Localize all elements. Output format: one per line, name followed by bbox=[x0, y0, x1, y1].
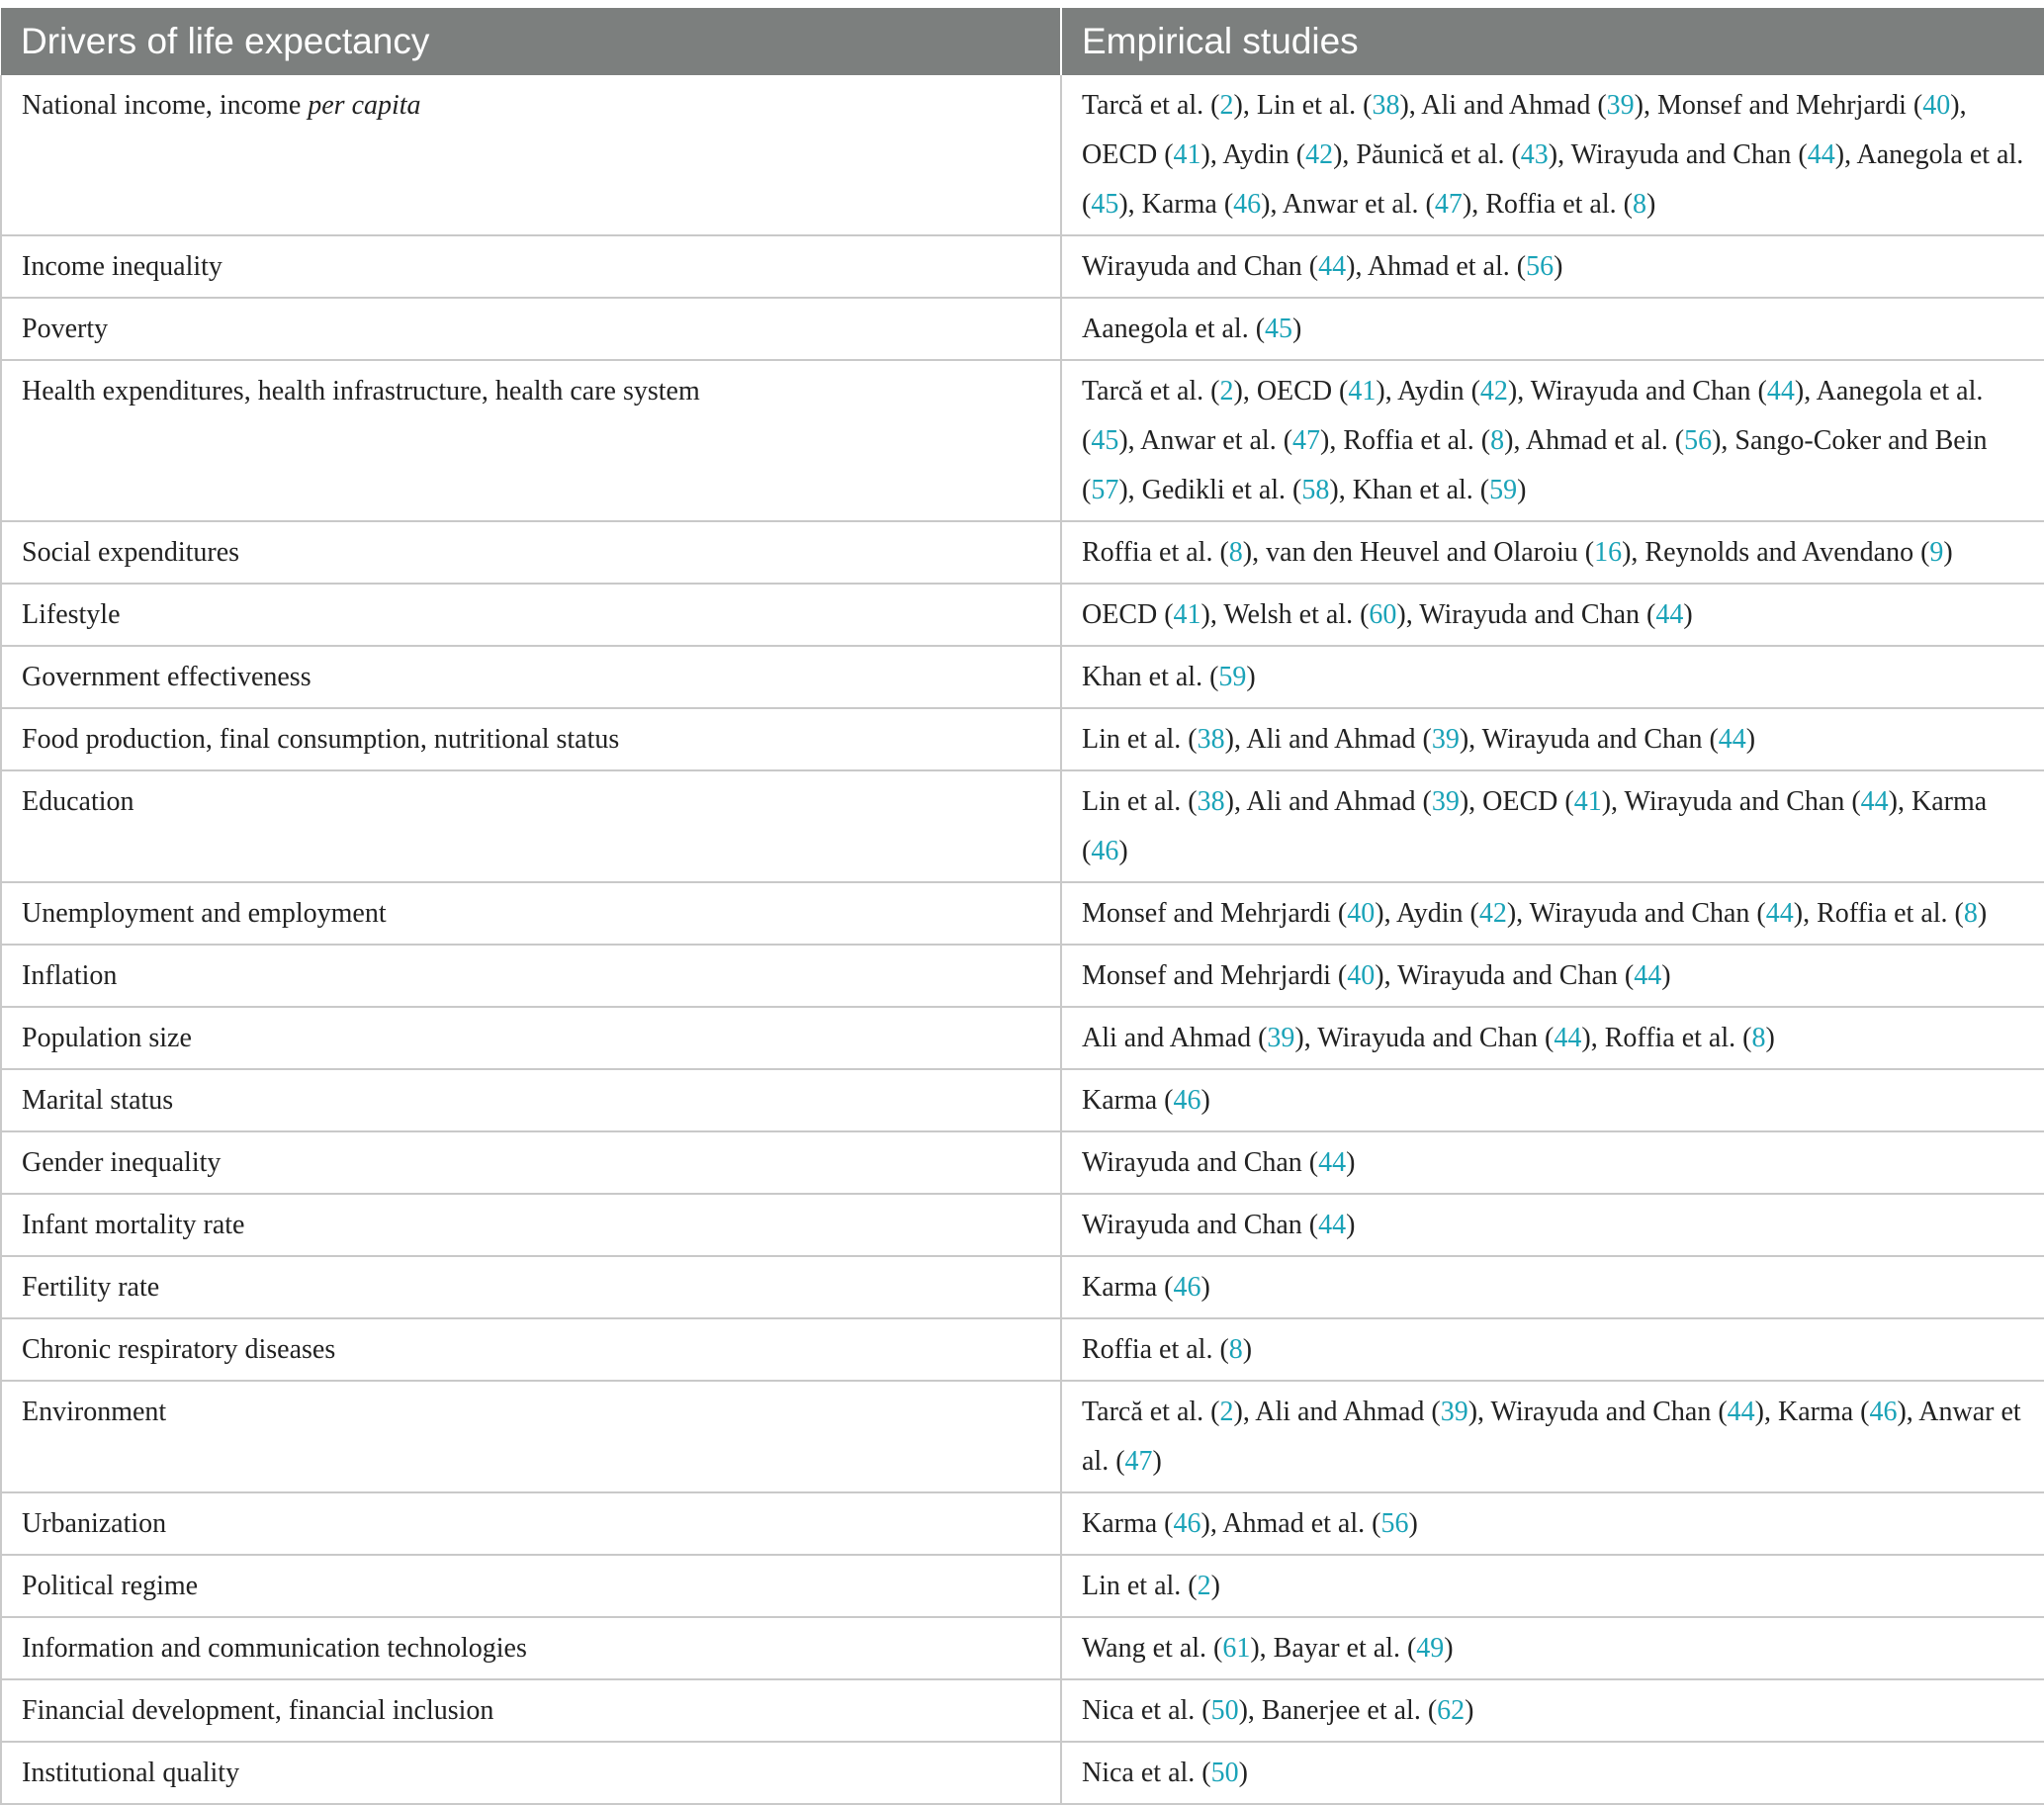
table-row bbox=[1, 770, 2044, 882]
citation-text: ), Aydin ( bbox=[1376, 376, 1480, 406]
reference-link[interactable]: 44 bbox=[1634, 960, 1662, 991]
citation-text: ) bbox=[1408, 1508, 1418, 1539]
citation-text: ), Wirayuda and Chan ( bbox=[1294, 1023, 1555, 1053]
driver-text: Marital status bbox=[22, 1085, 174, 1116]
reference-link[interactable]: 39 bbox=[1431, 786, 1460, 817]
studies-cell bbox=[1061, 521, 2044, 584]
driver-cell bbox=[1, 1555, 1061, 1617]
citation-text: ), Anwar et al. ( bbox=[1261, 189, 1435, 220]
citation-text: Monsef and Mehrjardi ( bbox=[1082, 960, 1348, 991]
reference-link[interactable]: 8 bbox=[1751, 1023, 1766, 1053]
citation-text: ), OECD ( bbox=[1082, 90, 1967, 170]
driver-text: National income, income bbox=[22, 90, 309, 121]
reference-link[interactable]: 46 bbox=[1173, 1272, 1201, 1303]
reference-link[interactable]: 40 bbox=[1347, 898, 1376, 929]
reference-link[interactable]: 47 bbox=[1434, 189, 1463, 220]
citation-text: ) bbox=[1683, 599, 1693, 630]
citation-text: ) bbox=[1745, 724, 1756, 755]
reference-link[interactable]: 8 bbox=[1963, 898, 1978, 929]
studies-cell bbox=[1061, 360, 2044, 521]
citation-text: ), Aydin ( bbox=[1200, 139, 1306, 170]
citation-text: ), Wirayuda and Chan ( bbox=[1548, 139, 1808, 170]
table-row bbox=[1, 1492, 2044, 1555]
reference-link[interactable]: 39 bbox=[1606, 90, 1635, 121]
reference-link[interactable]: 57 bbox=[1091, 475, 1119, 505]
citation-text: ), Wirayuda and Chan ( bbox=[1507, 376, 1767, 406]
reference-link[interactable]: 42 bbox=[1305, 139, 1334, 170]
citation-text: ), Wirayuda and Chan ( bbox=[1506, 898, 1766, 929]
studies-cell bbox=[1061, 1617, 2044, 1679]
driver-text: Lifestyle bbox=[22, 599, 121, 630]
driver-text: Institutional quality bbox=[22, 1758, 240, 1788]
citation-text: Wirayuda and Chan ( bbox=[1082, 1210, 1319, 1240]
citation-text: ), Aydin ( bbox=[1375, 898, 1479, 929]
studies-cell bbox=[1061, 1069, 2044, 1131]
reference-link[interactable]: 44 bbox=[1766, 376, 1795, 406]
studies-cell bbox=[1061, 770, 2044, 882]
table-row bbox=[1, 708, 2044, 770]
driver-text: Health expenditures, health infrastructure, health care system bbox=[22, 376, 700, 406]
citation-text: ), Ali and Ahmad ( bbox=[1233, 1397, 1441, 1427]
studies-cell bbox=[1061, 1318, 2044, 1381]
citation-text: ) bbox=[1200, 1085, 1210, 1116]
citation-text: ), Anwar et al. ( bbox=[1082, 1397, 2021, 1477]
citation-text: ) bbox=[1645, 189, 1656, 220]
driver-cell bbox=[1, 1069, 1061, 1131]
citation-text: ), Ali and Ahmad ( bbox=[1224, 724, 1432, 755]
reference-link[interactable]: 59 bbox=[1489, 475, 1518, 505]
driver-cell bbox=[1, 235, 1061, 298]
driver-text: Financial development, financial inclusion bbox=[22, 1695, 494, 1726]
citation-text: ) bbox=[1346, 1210, 1356, 1240]
reference-link[interactable]: 16 bbox=[1594, 537, 1623, 568]
table-header bbox=[1, 4, 2044, 75]
citation-text: ) bbox=[1346, 1147, 1356, 1178]
table-row bbox=[1, 1381, 2044, 1492]
citation-text: ), Wirayuda and Chan ( bbox=[1396, 599, 1656, 630]
citation-text: ) bbox=[1242, 1334, 1253, 1365]
reference-link[interactable]: 46 bbox=[1173, 1508, 1201, 1539]
citation-text: ), Aanegola et al. ( bbox=[1082, 139, 2024, 220]
reference-link[interactable]: 2 bbox=[1219, 90, 1234, 121]
citation-text: Karma ( bbox=[1082, 1272, 1174, 1303]
citation-text: Tarcă et al. ( bbox=[1082, 90, 1220, 121]
citation-text: Karma ( bbox=[1082, 1508, 1174, 1539]
studies-cell bbox=[1061, 1742, 2044, 1804]
reference-link[interactable]: 41 bbox=[1573, 786, 1602, 817]
driver-cell bbox=[1, 1492, 1061, 1555]
reference-link[interactable]: 45 bbox=[1091, 189, 1119, 220]
citation-text: ), Ahmad et al. ( bbox=[1504, 425, 1685, 456]
reference-link[interactable]: 47 bbox=[1292, 425, 1321, 456]
table-row bbox=[1, 1617, 2044, 1679]
citation-text: ), van den Heuvel and Olaroiu ( bbox=[1242, 537, 1595, 568]
reference-link[interactable]: 46 bbox=[1091, 836, 1119, 866]
reference-link[interactable]: 8 bbox=[1228, 537, 1243, 568]
reference-link[interactable]: 44 bbox=[1727, 1397, 1755, 1427]
studies-cell bbox=[1061, 1194, 2044, 1256]
driver-text: Urbanization bbox=[22, 1508, 167, 1539]
citation-text: ) bbox=[1465, 1695, 1474, 1726]
studies-cell bbox=[1061, 646, 2044, 708]
citation-text: ), Welsh et al. ( bbox=[1200, 599, 1370, 630]
citation-text: ) bbox=[1765, 1023, 1775, 1053]
citation-text: ), Reynolds and Avendano ( bbox=[1622, 537, 1930, 568]
driver-text: Fertility rate bbox=[22, 1272, 160, 1303]
reference-link[interactable]: 61 bbox=[1222, 1633, 1251, 1664]
citation-text: ), Banerjee et al. ( bbox=[1238, 1695, 1438, 1726]
reference-link[interactable]: 41 bbox=[1173, 599, 1201, 630]
reference-link[interactable]: 2 bbox=[1219, 1397, 1234, 1427]
citation-text: ), Lin et al. ( bbox=[1233, 90, 1373, 121]
citation-text: ), OECD ( bbox=[1233, 376, 1349, 406]
studies-cell bbox=[1061, 1007, 2044, 1069]
table-row bbox=[1, 360, 2044, 521]
driver-cell bbox=[1, 1256, 1061, 1318]
reference-link[interactable]: 44 bbox=[1554, 1023, 1582, 1053]
citation-text: Wirayuda and Chan ( bbox=[1082, 1147, 1319, 1178]
citation-text: Monsef and Mehrjardi ( bbox=[1082, 898, 1348, 929]
reference-link[interactable]: 38 bbox=[1197, 724, 1225, 755]
reference-link[interactable]: 59 bbox=[1218, 662, 1247, 692]
reference-link[interactable]: 41 bbox=[1173, 139, 1201, 170]
reference-link[interactable]: 44 bbox=[1318, 251, 1347, 282]
studies-cell bbox=[1061, 584, 2044, 646]
driver-text: Food production, final consumption, nutritional status bbox=[22, 724, 620, 755]
reference-link[interactable]: 47 bbox=[1124, 1446, 1153, 1477]
citation-text: ), Anwar et al. ( bbox=[1118, 425, 1293, 456]
citation-text: Nica et al. ( bbox=[1082, 1695, 1211, 1726]
citation-text: ), Roffia et al. ( bbox=[1793, 898, 1964, 929]
table-row bbox=[1, 298, 2044, 360]
driver-cell bbox=[1, 1381, 1061, 1492]
citation-text: Aanegola et al. ( bbox=[1082, 314, 1266, 344]
studies-cell bbox=[1061, 235, 2044, 298]
table-row bbox=[1, 882, 2044, 945]
driver-text: Government effectiveness bbox=[22, 662, 311, 692]
reference-link[interactable]: 43 bbox=[1520, 139, 1549, 170]
driver-text: Information and communication technologies bbox=[22, 1633, 527, 1664]
table-row bbox=[1, 1318, 2044, 1381]
citation-text: ), Bayar et al. ( bbox=[1250, 1633, 1417, 1664]
reference-link[interactable]: 44 bbox=[1765, 898, 1794, 929]
citation-text: ), OECD ( bbox=[1459, 786, 1574, 817]
driver-text: Political regime bbox=[22, 1571, 199, 1601]
citation-text: Lin et al. ( bbox=[1082, 1571, 1198, 1601]
citation-text: ), Wirayuda and Chan ( bbox=[1601, 786, 1861, 817]
table-row bbox=[1, 584, 2044, 646]
driver-text: Gender inequality bbox=[22, 1147, 222, 1178]
reference-link[interactable]: 56 bbox=[1380, 1508, 1409, 1539]
citation-text: Wirayuda and Chan ( bbox=[1082, 251, 1319, 282]
table-row bbox=[1, 75, 2044, 235]
reference-link[interactable]: 46 bbox=[1869, 1397, 1898, 1427]
driver-text: Education bbox=[22, 786, 134, 817]
table-row bbox=[1, 1194, 2044, 1256]
reference-link[interactable]: 50 bbox=[1210, 1695, 1239, 1726]
citation-text: ) bbox=[1152, 1446, 1162, 1477]
driver-cell bbox=[1, 770, 1061, 882]
driver-text: Inflation bbox=[22, 960, 118, 991]
citation-text: ) bbox=[1661, 960, 1671, 991]
table-row bbox=[1, 1742, 2044, 1804]
driver-cell bbox=[1, 521, 1061, 584]
citation-text: ), Roffia et al. ( bbox=[1320, 425, 1491, 456]
reference-link[interactable]: 2 bbox=[1219, 376, 1234, 406]
reference-link[interactable]: 60 bbox=[1369, 599, 1397, 630]
reference-link[interactable]: 45 bbox=[1091, 425, 1119, 456]
reference-link[interactable]: 58 bbox=[1301, 475, 1330, 505]
citation-text: Ali and Ahmad ( bbox=[1082, 1023, 1268, 1053]
driver-cell bbox=[1, 1617, 1061, 1679]
reference-link[interactable]: 44 bbox=[1318, 1147, 1347, 1178]
studies-cell bbox=[1061, 298, 2044, 360]
citation-text: ), Roffia et al. ( bbox=[1581, 1023, 1752, 1053]
citation-text: ), Khan et al. ( bbox=[1329, 475, 1490, 505]
reference-link[interactable]: 40 bbox=[1922, 90, 1951, 121]
citation-text: ) bbox=[1246, 662, 1256, 692]
driver-cell bbox=[1, 882, 1061, 945]
table-row bbox=[1, 945, 2044, 1007]
table-row bbox=[1, 1256, 2044, 1318]
reference-link[interactable]: 9 bbox=[1929, 537, 1944, 568]
reference-link[interactable]: 49 bbox=[1416, 1633, 1445, 1664]
driver-cell bbox=[1, 1131, 1061, 1194]
citation-text: ), Karma ( bbox=[1754, 1397, 1870, 1427]
reference-link[interactable]: 46 bbox=[1233, 189, 1262, 220]
citation-text: ), Wirayuda and Chan ( bbox=[1467, 1397, 1728, 1427]
driver-text: Population size bbox=[22, 1023, 192, 1053]
driver-cell bbox=[1, 360, 1061, 521]
citation-text: ), Aanegola et al. ( bbox=[1082, 376, 1984, 456]
citation-text: Nica et al. ( bbox=[1082, 1758, 1211, 1788]
citation-text: ) bbox=[1517, 475, 1527, 505]
driver-cell bbox=[1, 1318, 1061, 1381]
citation-text: ), Ahmad et al. ( bbox=[1346, 251, 1527, 282]
citation-text: ) bbox=[1118, 836, 1128, 866]
driver-cell bbox=[1, 945, 1061, 1007]
reference-link[interactable]: 2 bbox=[1197, 1571, 1211, 1601]
reference-link[interactable]: 38 bbox=[1197, 786, 1225, 817]
studies-cell bbox=[1061, 1555, 2044, 1617]
citation-text: Karma ( bbox=[1082, 1085, 1174, 1116]
citation-text: ) bbox=[1943, 537, 1953, 568]
table-body bbox=[1, 75, 2044, 1804]
table-row bbox=[1, 235, 2044, 298]
reference-link[interactable]: 8 bbox=[1632, 189, 1646, 220]
reference-link[interactable]: 44 bbox=[1718, 724, 1746, 755]
driver-cell bbox=[1, 1007, 1061, 1069]
citation-text: ), Wirayuda and Chan ( bbox=[1459, 724, 1719, 755]
citation-text: Tarcă et al. ( bbox=[1082, 376, 1220, 406]
citation-text: ) bbox=[1444, 1633, 1454, 1664]
studies-cell bbox=[1061, 1492, 2044, 1555]
reference-link[interactable]: 39 bbox=[1440, 1397, 1468, 1427]
reference-link[interactable]: 39 bbox=[1267, 1023, 1295, 1053]
citation-text: ), Wirayuda and Chan ( bbox=[1375, 960, 1635, 991]
driver-text: Income inequality bbox=[22, 251, 222, 282]
studies-cell bbox=[1061, 945, 2044, 1007]
studies-cell bbox=[1061, 882, 2044, 945]
reference-link[interactable]: 56 bbox=[1526, 251, 1555, 282]
reference-link[interactable]: 46 bbox=[1173, 1085, 1201, 1116]
reference-link[interactable]: 41 bbox=[1348, 376, 1377, 406]
reference-link[interactable]: 44 bbox=[1318, 1210, 1347, 1240]
studies-cell bbox=[1061, 75, 2044, 235]
reference-link[interactable]: 62 bbox=[1437, 1695, 1466, 1726]
driver-text: Poverty bbox=[22, 314, 109, 344]
reference-link[interactable]: 42 bbox=[1479, 376, 1508, 406]
citation-text: ), Karma ( bbox=[1118, 189, 1234, 220]
driver-cell bbox=[1, 1194, 1061, 1256]
studies-cell bbox=[1061, 1679, 2044, 1742]
citation-text: ), Gedikli et al. ( bbox=[1118, 475, 1302, 505]
citation-text: ), Sango-Coker and Bein ( bbox=[1082, 425, 1988, 505]
driver-text: Social expenditures bbox=[22, 537, 240, 568]
citation-text: ), Păunică et al. ( bbox=[1333, 139, 1521, 170]
citation-text: ) bbox=[1554, 251, 1563, 282]
reference-link[interactable]: 44 bbox=[1860, 786, 1889, 817]
studies-cell bbox=[1061, 1131, 2044, 1194]
header-drivers: Drivers of life expectancy bbox=[1, 4, 1061, 75]
citation-text: ) bbox=[1210, 1571, 1220, 1601]
citation-text: ) bbox=[1977, 898, 1988, 929]
studies-cell bbox=[1061, 708, 2044, 770]
header-empirical-studies: Empirical studies bbox=[1061, 4, 2044, 75]
table-row bbox=[1, 1555, 2044, 1617]
reference-link[interactable]: 56 bbox=[1684, 425, 1713, 456]
reference-link[interactable]: 44 bbox=[1655, 599, 1684, 630]
driver-cell bbox=[1, 1742, 1061, 1804]
studies-cell bbox=[1061, 1256, 2044, 1318]
table-row bbox=[1, 646, 2044, 708]
citation-text: Lin et al. ( bbox=[1082, 724, 1198, 755]
citation-text: Wang et al. ( bbox=[1082, 1633, 1223, 1664]
table-row bbox=[1, 1679, 2044, 1742]
citation-text: Tarcă et al. ( bbox=[1082, 1397, 1220, 1427]
studies-cell bbox=[1061, 1381, 2044, 1492]
citation-text: OECD ( bbox=[1082, 599, 1174, 630]
table-row bbox=[1, 1069, 2044, 1131]
citation-text: Lin et al. ( bbox=[1082, 786, 1198, 817]
table-row bbox=[1, 1131, 2044, 1194]
reference-link[interactable]: 40 bbox=[1347, 960, 1376, 991]
driver-cell bbox=[1, 708, 1061, 770]
citation-text: ), Roffia et al. ( bbox=[1462, 189, 1633, 220]
reference-link[interactable]: 38 bbox=[1372, 90, 1400, 121]
citation-text: ), Monsef and Mehrjardi ( bbox=[1634, 90, 1923, 121]
reference-link[interactable]: 42 bbox=[1478, 898, 1507, 929]
driver-text: Infant mortality rate bbox=[22, 1210, 245, 1240]
citation-text: ) bbox=[1238, 1758, 1248, 1788]
table-row bbox=[1, 1007, 2044, 1069]
citation-text: ), Ahmad et al. ( bbox=[1200, 1508, 1381, 1539]
reference-link[interactable]: 8 bbox=[1228, 1334, 1243, 1365]
citation-text: ) bbox=[1292, 314, 1302, 344]
driver-cell bbox=[1, 646, 1061, 708]
driver-text: Unemployment and employment bbox=[22, 898, 387, 929]
reference-link[interactable]: 44 bbox=[1807, 139, 1835, 170]
reference-link[interactable]: 39 bbox=[1431, 724, 1460, 755]
reference-link[interactable]: 50 bbox=[1210, 1758, 1239, 1788]
reference-link[interactable]: 8 bbox=[1490, 425, 1505, 456]
driver-text: Chronic respiratory diseases bbox=[22, 1334, 336, 1365]
driver-cell bbox=[1, 75, 1061, 235]
driver-italic-text: per capita bbox=[308, 90, 421, 121]
driver-cell bbox=[1, 298, 1061, 360]
header-row bbox=[1, 4, 2044, 75]
citation-text: ) bbox=[1200, 1272, 1210, 1303]
citation-text: Roffia et al. ( bbox=[1082, 1334, 1229, 1365]
driver-cell bbox=[1, 584, 1061, 646]
driver-cell bbox=[1, 1679, 1061, 1742]
reference-link[interactable]: 45 bbox=[1265, 314, 1293, 344]
citation-text: ), Karma ( bbox=[1082, 786, 1988, 866]
table-row bbox=[1, 521, 2044, 584]
citation-text: ), Ali and Ahmad ( bbox=[1399, 90, 1607, 121]
citation-text: Roffia et al. ( bbox=[1082, 537, 1229, 568]
citation-text: ), Ali and Ahmad ( bbox=[1224, 786, 1432, 817]
driver-text: Environment bbox=[22, 1397, 167, 1427]
citation-text: Khan et al. ( bbox=[1082, 662, 1219, 692]
